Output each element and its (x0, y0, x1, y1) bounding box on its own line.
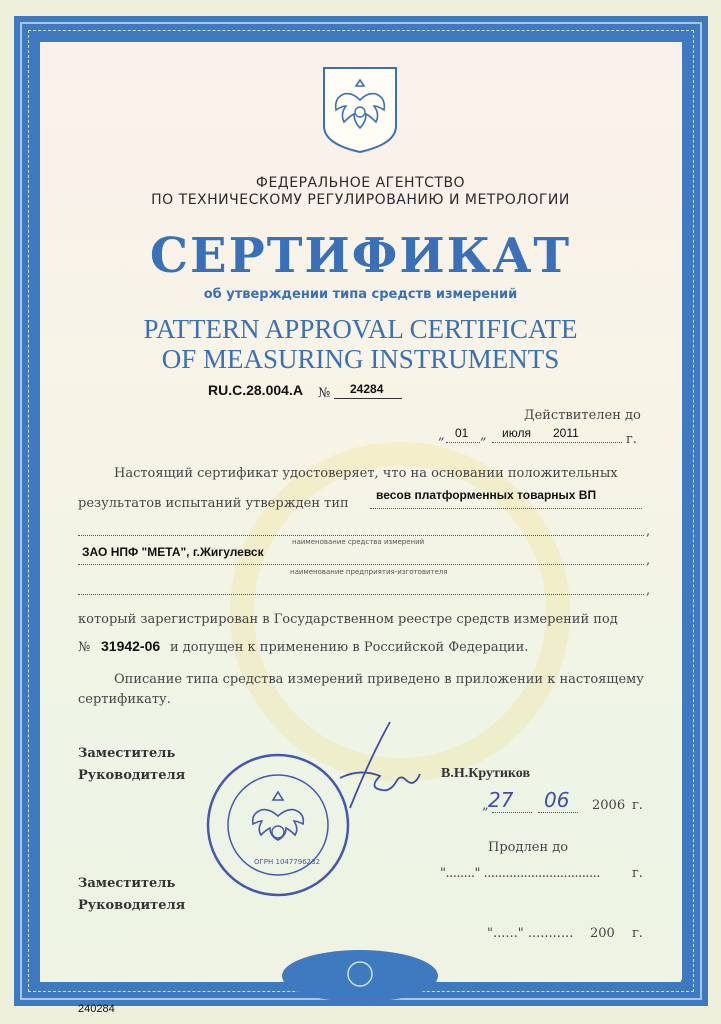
sig-date-month: 06 (544, 788, 570, 812)
bottom-ornament (280, 946, 440, 1002)
caption-instrument: наименование средства измерений (292, 538, 425, 546)
title-ru: СЕРТИФИКАТ (149, 228, 572, 284)
title-en-line-2: OF MEASURING INSTRUMENTS (161, 344, 560, 374)
sig-date-month-dots (538, 812, 578, 813)
certificate-number: 24284 (350, 382, 384, 396)
handwritten-signature (320, 718, 430, 828)
sig-date-suffix: г. (632, 798, 643, 813)
validity-month: июля (502, 426, 531, 440)
validity-day-dots (446, 442, 480, 443)
comma-1: , (646, 524, 651, 539)
manufacturer: ЗАО НПФ "МЕТА", г.Жигулевск (82, 545, 264, 559)
sig-date-day: 27 (488, 788, 514, 812)
extension-suffix-1: г. (632, 866, 643, 881)
comma-2: , (646, 553, 651, 568)
subtitle-ru: об утверждении типа средств измерений (203, 287, 518, 302)
comma-3: , (646, 583, 651, 598)
agency-line-1: ФЕДЕРАЛЬНОЕ АГЕНТСТВО (255, 175, 466, 191)
signer-1-name: В.Н.Крутиков (441, 766, 531, 781)
seal-center-text: ОГРН 1047796232 (254, 858, 321, 866)
signer-2-role-line-1: Заместитель (78, 876, 176, 891)
blank-line (78, 594, 644, 595)
signer-2-role-line-2: Руководителя (78, 898, 186, 913)
extension-label: Продлен до (488, 840, 569, 855)
certificate-code: RU.C.28.004.A (208, 382, 303, 398)
number-symbol: № (318, 386, 331, 401)
number-underline (334, 398, 402, 399)
validity-month-dots (492, 442, 622, 443)
registry-line: который зарегистрирован в Государственном реестре средств измерений под (78, 612, 618, 627)
sig-date-year: 2006 (592, 798, 626, 813)
registry-suffix: и допущен к применению в Российской Федерации. (170, 640, 529, 655)
signer-1-role-line-1: Заместитель (78, 746, 176, 761)
instrument-dots (370, 508, 642, 509)
sig-date-quote-open: „ (482, 798, 489, 813)
registry-prefix: № (78, 640, 91, 655)
validity-quote-open: „ (438, 428, 445, 443)
extension-date-pattern-2: "......" ........... (487, 926, 574, 941)
paragraph-1-line-1: Настоящий сертификат удостоверяет, что на основании положительных (114, 466, 618, 481)
validity-suffix: г. (626, 432, 637, 447)
signer-1-role-line-2: Руководителя (78, 768, 186, 783)
validity-label: Действителен до (524, 408, 641, 423)
validity-year: 2011 (553, 426, 579, 440)
registry-number: 31942-06 (101, 638, 161, 654)
description-line-2: сертификату. (78, 692, 171, 707)
instrument-type: весов платформенных товарных ВП (376, 488, 597, 502)
validity-quote-close: „ (480, 428, 487, 443)
title-en-line-1: PATTERN APPROVAL CERTIFICATE (143, 314, 578, 344)
extension-date-pattern: "........" ................................ (440, 866, 600, 881)
sig-date-day-dots (492, 812, 532, 813)
manufacturer-dots (78, 564, 644, 565)
coat-of-arms-icon (322, 66, 398, 154)
footer-number: 240284 (78, 1003, 115, 1015)
caption-manufacturer: наименование предприятия-изготовителя (290, 568, 448, 576)
description-line-1: Описание типа средства измерений приведено в приложении к настоящему (114, 672, 644, 687)
instrument-line-2 (78, 535, 644, 536)
extension-year: 200 (590, 926, 615, 941)
validity-day: 01 (455, 426, 469, 440)
paragraph-1-line-2: результатов испытаний утвержден тип (78, 496, 349, 511)
extension-suffix-2: г. (632, 926, 643, 941)
agency-line-2: ПО ТЕХНИЧЕСКОМУ РЕГУЛИРОВАНИЮ И МЕТРОЛОГИИ (151, 192, 570, 208)
